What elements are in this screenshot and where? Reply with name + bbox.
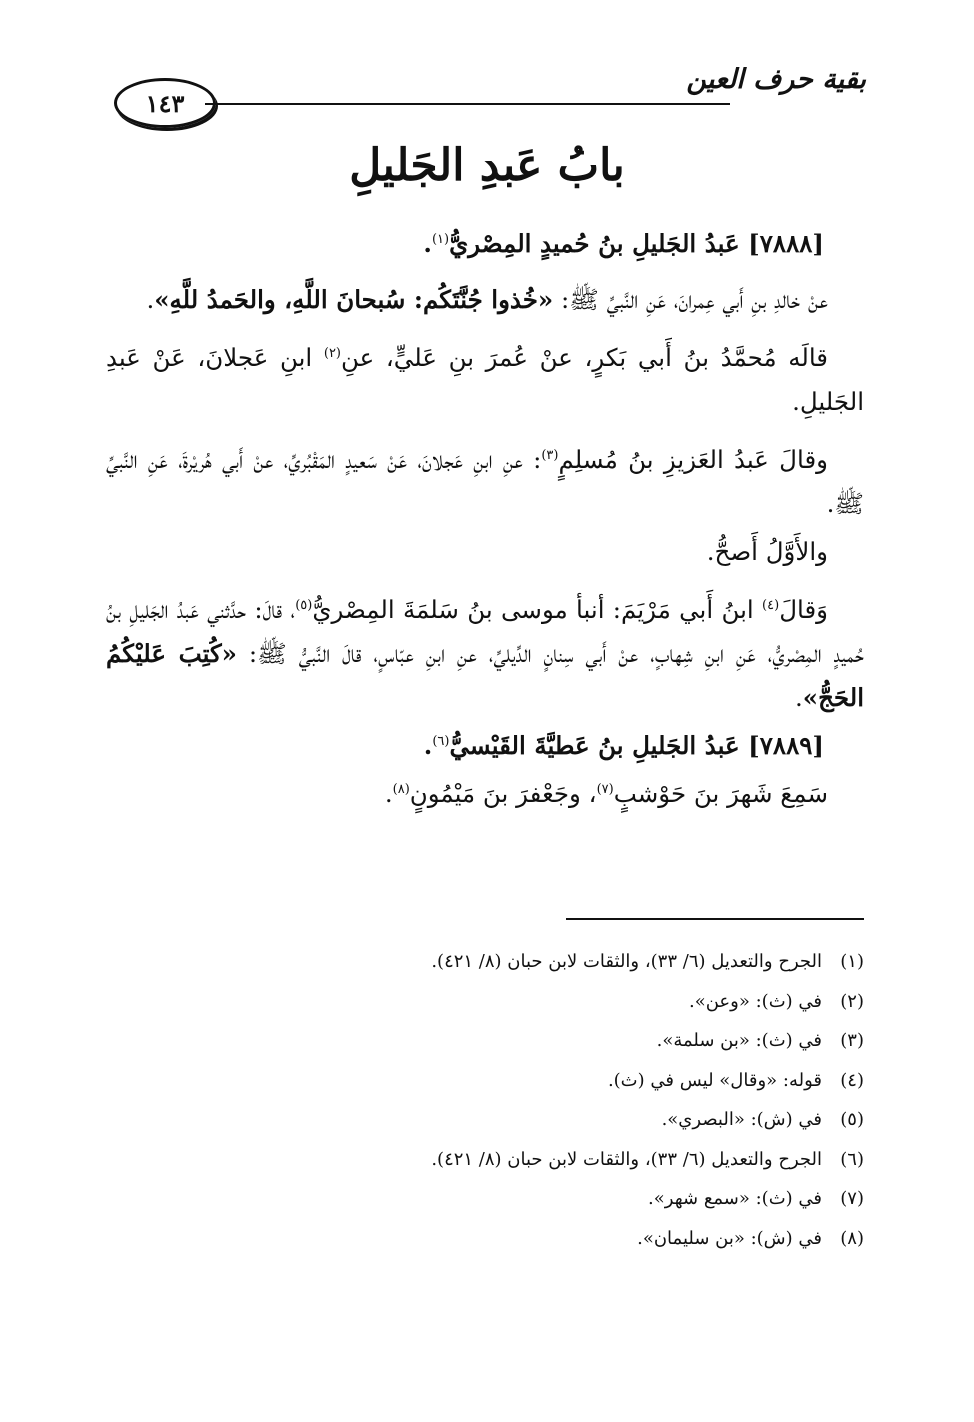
- paragraph-text: ، وجَعْفرَ بنَ مَيْمُونٍ: [409, 779, 597, 808]
- footnote-number: (١): [840, 951, 864, 972]
- footnote-ref[interactable]: (٢): [323, 345, 341, 361]
- paragraph-text: ، قالَ: حدَّثني عَبدُ الجَليلِ بنُ حُميدٍ المِصْريُّ، عَنِ ابنِ شِهابٍ، عنْ أَبي سِنانٍ الدِّيليِّ، عنِ ابنِ عبّاسٍ، قالَ النَّبيُّ ﷺ:: [106, 595, 864, 668]
- paragraph-text: وقالَ عَبدُ العَزيزِ بنُ مُسلِمٍ: [558, 445, 828, 474]
- entry-text-end: .: [423, 731, 433, 760]
- footnote-number: (٢): [840, 990, 864, 1012]
- entry-text: [٧٨٨٨] عَبدُ الجَليلِ بنُ حُميدٍ المِصْريُّ: [449, 229, 824, 258]
- chapter-title: بابُ عَبدِ الجَليلِ: [349, 140, 625, 191]
- paragraph-text-end: .: [146, 285, 155, 314]
- paragraph-text: ابنُ أَبي مَرْيَمَ: أنبأ موسى بنُ سَلمَةَ المِصْريُّ: [312, 595, 763, 624]
- footnote-7: [104, 1179, 864, 1219]
- footnote-5: [104, 1100, 864, 1140]
- header-rule: [205, 103, 730, 105]
- footnote-number: (٦): [840, 1148, 864, 1170]
- footnote-ref[interactable]: (١): [431, 231, 450, 247]
- page-number-badge: [114, 78, 216, 128]
- footnote-6: [104, 1140, 864, 1180]
- footnote-number: (٥): [840, 1109, 864, 1130]
- paragraph: [106, 772, 864, 816]
- entry-text-end: .: [423, 229, 432, 258]
- paragraph-text: عنْ خالدِ بنِ أَبي عِمرانَ، عَنِ النَّبيِّ ﷺ:: [553, 285, 828, 314]
- paragraph-text-end: ابنِ عَجلانَ، عَنْ عَبدِ الجَليلِ.: [106, 343, 864, 416]
- hadith-quote: «خُذوا جُنَّتَكُم: سُبحانَ اللَّهِ، والحَمدُ للَّهِ»: [154, 285, 554, 314]
- running-title: بقية حرف العين: [686, 64, 866, 95]
- footnote-ref[interactable]: (٥): [295, 597, 313, 613]
- footnote-text: في (ث): «سمع شهر».: [648, 1188, 822, 1209]
- entry-heading-7888: [106, 222, 864, 266]
- footnote-1: [104, 942, 864, 982]
- footnote-3: [104, 1021, 864, 1061]
- entry-heading-7889: [106, 724, 864, 768]
- footnote-2: [104, 982, 864, 1022]
- footnote-text: قوله: «وقال» ليس في (ث).: [607, 1069, 822, 1091]
- footnote-ref[interactable]: (٤): [762, 597, 780, 613]
- paragraph: [106, 530, 864, 574]
- paragraph-text: سَمِعَ شَهرَ بنَ حَوْشبٍ: [613, 779, 828, 808]
- footnote-number: (٣): [840, 1030, 864, 1051]
- footnote-separator: [566, 918, 864, 920]
- paragraph-text: والأَوَّلُ أَصحُّ.: [706, 537, 828, 566]
- footnote-text: الجرح والتعديل (٦/ ٣٣)، والثقات لابن حبان (٨/ ٤٢١).: [431, 1148, 822, 1170]
- paragraph-text: قالَه مُحمَّدُ بنُ أَبي بَكرٍ، عنْ عُمرَ بنِ عَليٍّ، عنِ: [341, 343, 828, 372]
- main-text: [106, 222, 864, 830]
- footnote-text: في (ش): «البصري».: [661, 1109, 822, 1130]
- footnote-text: في (ث): «وعن».: [689, 990, 822, 1012]
- footnote-number: (٤): [840, 1069, 864, 1091]
- footnote-ref[interactable]: (٦): [432, 733, 450, 749]
- paragraph: [106, 278, 864, 322]
- footnote-ref[interactable]: (٧): [596, 781, 614, 797]
- footnote-number: (٧): [840, 1188, 864, 1209]
- hadith-quote: «كُتِبَ عَليْكُمُ الحَجُّ»: [106, 639, 864, 712]
- footnote-text: في (ث): «بن سلمة».: [656, 1030, 822, 1051]
- footnote-text: الجرح والتعديل (٦/ ٣٣)، والثقات لابن حبان (٨/ ٤٢١).: [431, 951, 822, 972]
- paragraph: [106, 336, 864, 424]
- footnote-8: [104, 1219, 864, 1259]
- page-number: ١٤٣: [145, 88, 185, 118]
- paragraph: [106, 588, 864, 720]
- footnotes: [104, 942, 864, 1258]
- footnote-text: في (ش): «بن سليمان».: [637, 1227, 822, 1249]
- paragraph: [106, 438, 864, 526]
- footnote-number: (٨): [840, 1227, 864, 1249]
- footnote-ref[interactable]: (٣): [541, 447, 559, 463]
- paragraph-text-end: .: [384, 779, 393, 808]
- paragraph-text: وَقالَ: [779, 595, 828, 624]
- paragraph-text-end: : عنِ ابنِ عَجلانَ، عَنْ سَعيدٍ المَقْبُريِّ، عنْ أَبي هُريْرةَ، عَنِ النَّبيِّ ﷺ.: [106, 445, 864, 518]
- entry-text: [٧٨٨٩] عَبدُ الجَليلِ بنُ عَطيَّةَ القَيْسيُّ: [449, 731, 824, 760]
- paragraph-text-end: .: [794, 683, 803, 712]
- footnote-ref[interactable]: (٨): [392, 781, 410, 797]
- footnote-4: [104, 1061, 864, 1101]
